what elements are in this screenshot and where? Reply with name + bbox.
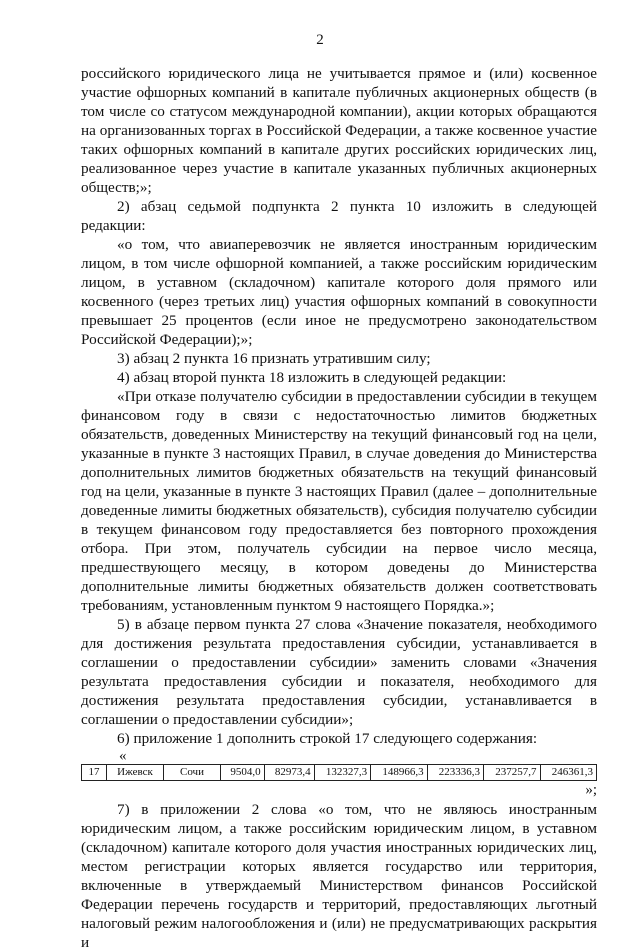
table-open-quote: « — [119, 748, 127, 764]
paragraph-item-7: 7) в приложении 2 слова «о том, что не являюсь иностранным юридическим лицом, а также российским юридическим лицом, в уставном (складочном) капитале которого доля участия иностранных юридических лиц, местом регистрации которых является государство или территория, включенные в утверждаемый Министерством финансов Российской Федерации перечень государств и территорий, предоставляющих льготный налоговый режим налогообложения и (или) не предусматривающих раскрытия и — [81, 801, 597, 951]
paragraph-item-4: 4) абзац второй пункта 18 изложить в следующей редакции: — [117, 369, 507, 386]
appendix-table — [81, 764, 597, 781]
table-cell-number: 17 — [82, 765, 107, 781]
table-close-quote: »; — [585, 782, 597, 798]
table-cell-value: 223336,3 — [427, 765, 483, 781]
table-cell-value: 9504,0 — [221, 765, 265, 781]
table-cell-value: 82973,4 — [264, 765, 314, 781]
table-cell-value: 246361,3 — [540, 765, 597, 781]
table-cell-origin: Ижевск — [107, 765, 164, 781]
table-cell-destination: Сочи — [164, 765, 221, 781]
paragraph-item-6: 6) приложение 1 дополнить строкой 17 следующего содержания: — [117, 730, 538, 747]
table-cell-value: 237257,7 — [484, 765, 540, 781]
table-cell-value: 132327,3 — [314, 765, 370, 781]
paragraph-item-2: 2) абзац седьмой подпункта 2 пункта 10 изложить в следующей редакции: — [81, 198, 597, 234]
table-row — [82, 765, 597, 781]
document-body — [81, 64, 597, 952]
paragraph-item-2-text: «о том, что авиаперевозчик не является иностранным юридическим лицом, в том числе офшорной компанией, а также российским юридическим лицом, в уставном (складочном) капитале которого доля прямого или косвенного (через третьих лиц) участия офшорных компаний в совокупности превышает 25 процентов (если иное не предусмотрено законодательством Российской Федерации);»; — [81, 236, 597, 348]
page-number: 2 — [316, 32, 324, 48]
paragraph-continuation: российского юридического лица не учитывается прямое и (или) косвенное участие офшорных компаний в капитале публичных акционерных обществ (в том числе со статусом международной компании), акции которых обращаются на организованных торгах в Российской Федерации, а также косвенное участие таких офшорных компаний в капитале других российских юридических лиц, реализованное через участие в капитале указанных публичных акционерных обществ;»; — [81, 65, 597, 196]
table-cell-value: 148966,3 — [371, 765, 427, 781]
paragraph-item-3: 3) абзац 2 пункта 16 признать утратившим силу; — [117, 350, 431, 367]
paragraph-item-5: 5) в абзаце первом пункта 27 слова «Значение показателя, необходимого для достижения результата предоставления субсидии, устанавливается в соглашении о предоставлении субсидии» заменить словами «Значения результата предоставления субсидии и показателя, необходимого для достижения результата предоставления субсидии, устанавливается в соглашении о предоставлении субсидии»; — [81, 616, 597, 728]
paragraph-item-4-text: «При отказе получателю субсидии в предоставлении субсидии в текущем финансовом году в связи с недостаточностью лимитов бюджетных обязательств, доведенных Министерству на текущий финансовый год на цели, указанные в пункте 3 настоящих Правил, в случае доведения до Министерства дополнительных лимитов бюджетных обязательств на текущий финансовый год на цели, указанные в пункте 3 настоящих Правил (далее – дополнительные доведенные лимиты бюджетных обязательств), субсидия получателю субсидии в текущем финансовом году предоставляется без повторного прохождения отбора. При этом, получатель субсидии на первое число месяца, предшествующего месяцу, в котором доведены до Министерства дополнительные лимиты бюджетных обязательств должен соответствовать требованиям, установленным пунктом 9 настоящего Порядка.»; — [81, 388, 597, 614]
